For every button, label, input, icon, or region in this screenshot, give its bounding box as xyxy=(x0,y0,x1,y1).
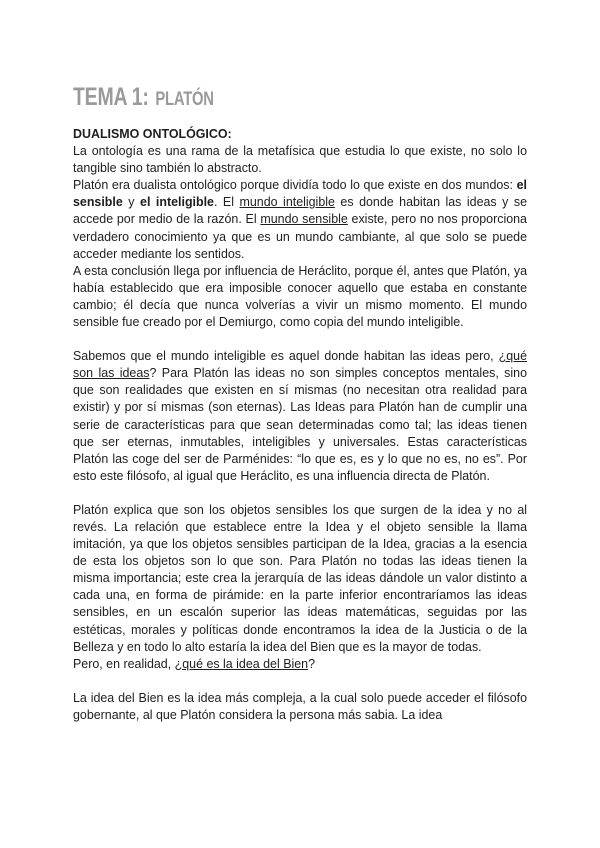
title-name: PLATÓN xyxy=(155,89,214,110)
paragraph-2: Platón era dualista ontológico porque dividía todo lo que existe en dos mundos: el sensible y el inteligible. El mundo inteligible es donde habitan las ideas y se accede por medio de la razón. El mundo sensible existe, pero no nos proporciona verdadero conocimiento ya que es un mundo cambiante, al que solo se puede acceder mediante los sentidos. xyxy=(73,178,528,261)
page-title xyxy=(73,76,214,113)
paragraph-3: A esta conclusión llega por influencia de Heráclito, porque él, antes que Platón, ya había establecido que era imposible conocer aquello que estaba en constante cambio; él decía que nunca volverías a vivir un mismo momento. El mundo sensible fue creado por el Demiurgo, como copia del mundo inteligible. xyxy=(73,263,527,330)
section-heading: DUALISMO ONTOLÓGICO: xyxy=(73,127,232,141)
title-prefix: TEMA 1: xyxy=(73,83,149,111)
paragraph-7: La idea del Bien es la idea más compleja, a la cual solo puede acceder el filósofo gobernante, al que Platón considera la persona más sabia. La idea xyxy=(73,690,527,722)
paragraph-4: Sabemos que el mundo inteligible es aquel donde habitan las ideas pero, ¿qué son las ideas? Para Platón las ideas no son simples conceptos mentales, sino que son realidades que existen en sí mismas (no necesitan otra realidad para existir) y por sí mismas (son eternas). Las Ideas para Platón han de cumplir una serie de características para que sean determinadas como tal; las ideas tienen que ser eternas, inmutables, inteligibles y universales. Estas características Platón las coge del ser de Parménides: “lo que es, es y lo que no es, no es”. Por esto este filósofo, al igual que Heráclito, es una influencia directa de Platón. xyxy=(73,349,527,483)
paragraph-1: La ontología es una rama de la metafísica que estudia lo que existe, no solo lo tangible sino también lo abstracto. xyxy=(73,144,527,176)
paragraph-5: Platón explica que son los objetos sensibles los que surgen de la idea y no al revés. La relación que establece entre la Idea y el objeto sensible la llama imitación, ya que los objetos sensibles participan de la Idea, gracias a la esencia de esta los objetos son lo que son. Para Platón no todas las ideas tienen la misma importancia; este crea la jerarquía de las ideas dándole un valor distinto a cada una, en forma de pirámide: en la parte inferior encontraríamos las ideas sensibles, en un escalón superior las ideas matemáticas, seguidas por las estéticas, morales y políticas donde encontramos la idea de la Justicia o de la Belleza y en todo lo alto estaría la idea del Bien que es la mayor de todas. xyxy=(73,502,527,654)
paragraph-6: Pero, en realidad, ¿qué es la idea del Bien? xyxy=(73,656,316,671)
document-body xyxy=(73,126,527,724)
